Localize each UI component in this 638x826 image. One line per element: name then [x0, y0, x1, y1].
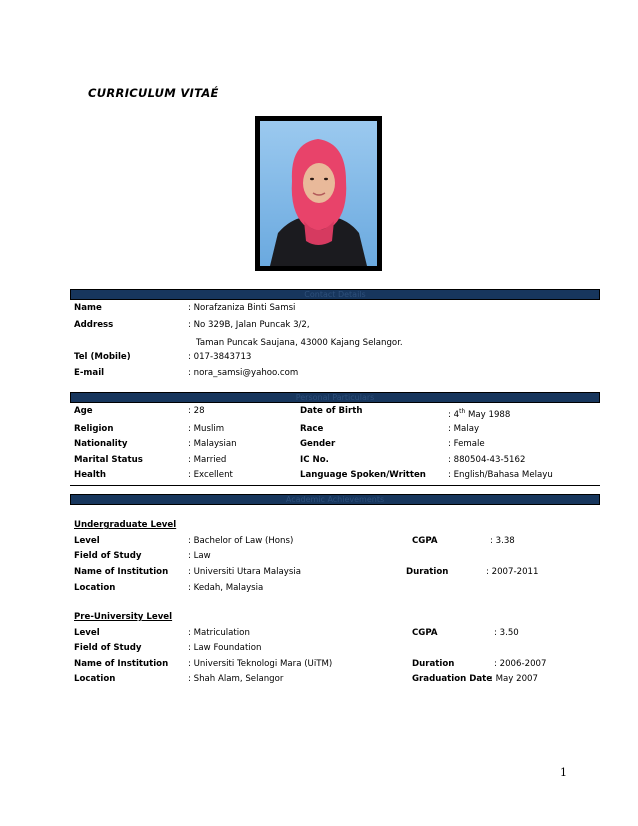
undergrad-location-label: Location [74, 583, 116, 593]
portrait-illustration [260, 121, 377, 266]
dob-label: Date of Birth [300, 406, 363, 416]
undergrad-cgpa-label: CGPA [412, 536, 438, 546]
preuni-graduation-label: Graduation Date [412, 674, 493, 684]
health-value: : Excellent [188, 470, 233, 480]
section-bar-academic: Academic Achievements [70, 494, 600, 505]
photo-image [260, 121, 377, 266]
nationality-value: : Malaysian [188, 439, 237, 449]
undergrad-duration-label: Duration [406, 567, 449, 577]
ic-label: IC No. [300, 455, 329, 465]
preuni-location-label: Location [74, 674, 116, 684]
divider [70, 485, 600, 486]
address-value-line2: Taman Puncak Saujana, 43000 Kajang Selangor. [196, 338, 403, 348]
preuni-level-value: : Matriculation [188, 628, 250, 638]
gender-value: : Female [448, 439, 485, 449]
preuni-graduation-value: : May 2007 [490, 674, 538, 684]
document-title: CURRICULUM VITAÉ [88, 86, 219, 100]
email-label: E-mail [74, 368, 105, 378]
preuni-location-value: : Shah Alam, Selangor [188, 674, 284, 684]
age-value: : 28 [188, 406, 205, 416]
marital-value: : Married [188, 455, 227, 465]
preuni-duration-label: Duration [412, 659, 455, 669]
section-bar-contact: Contact Details [70, 289, 600, 300]
page-number: 1 [560, 766, 567, 779]
tel-label: Tel (Mobile) [74, 352, 131, 362]
language-label: Language Spoken/Written [300, 470, 426, 480]
preuni-cgpa-value: : 3.50 [494, 628, 519, 638]
tel-value: : 017-3843713 [188, 352, 252, 362]
profile-photo [255, 116, 382, 271]
preuni-field-label: Field of Study [74, 643, 142, 653]
undergrad-cgpa-value: : 3.38 [490, 536, 515, 546]
preuni-duration-value: : 2006-2007 [494, 659, 547, 669]
name-value: : Norafzaniza Binti Samsi [188, 303, 296, 313]
preuni-heading: Pre-University Level [74, 612, 173, 622]
undergrad-location-value: : Kedah, Malaysia [188, 583, 264, 593]
preuni-field-value: : Law Foundation [188, 643, 262, 653]
preuni-institution-label: Name of Institution [74, 659, 169, 669]
name-label: Name [74, 303, 102, 313]
preuni-level-label: Level [74, 628, 100, 638]
dob-value: : 4th May 1988 [448, 408, 511, 420]
preuni-institution-value: : Universiti Teknologi Mara (UiTM) [188, 659, 333, 669]
undergrad-field-label: Field of Study [74, 551, 142, 561]
religion-label: Religion [74, 424, 114, 434]
undergrad-level-label: Level [74, 536, 100, 546]
race-label: Race [300, 424, 324, 434]
health-label: Health [74, 470, 106, 480]
undergrad-level-value: : Bachelor of Law (Hons) [188, 536, 294, 546]
preuni-cgpa-label: CGPA [412, 628, 438, 638]
nationality-label: Nationality [74, 439, 128, 449]
undergrad-institution-label: Name of Institution [74, 567, 169, 577]
ic-value: : 880504-43-5162 [448, 455, 526, 465]
section-bar-personal: Personal Particulars [70, 392, 600, 403]
age-label: Age [74, 406, 93, 416]
undergrad-field-value: : Law [188, 551, 211, 561]
address-label: Address [74, 320, 114, 330]
race-value: : Malay [448, 424, 480, 434]
address-value-line1: : No 329B, Jalan Puncak 3/2, [188, 320, 310, 330]
undergrad-duration-value: : 2007-2011 [486, 567, 539, 577]
marital-label: Marital Status [74, 455, 143, 465]
email-value: : nora_samsi@yahoo.com [188, 368, 299, 378]
religion-value: : Muslim [188, 424, 225, 434]
gender-label: Gender [300, 439, 336, 449]
undergrad-institution-value: : Universiti Utara Malaysia [188, 567, 302, 577]
language-value: : English/Bahasa Melayu [448, 470, 553, 480]
undergrad-heading: Undergraduate Level [74, 520, 177, 530]
